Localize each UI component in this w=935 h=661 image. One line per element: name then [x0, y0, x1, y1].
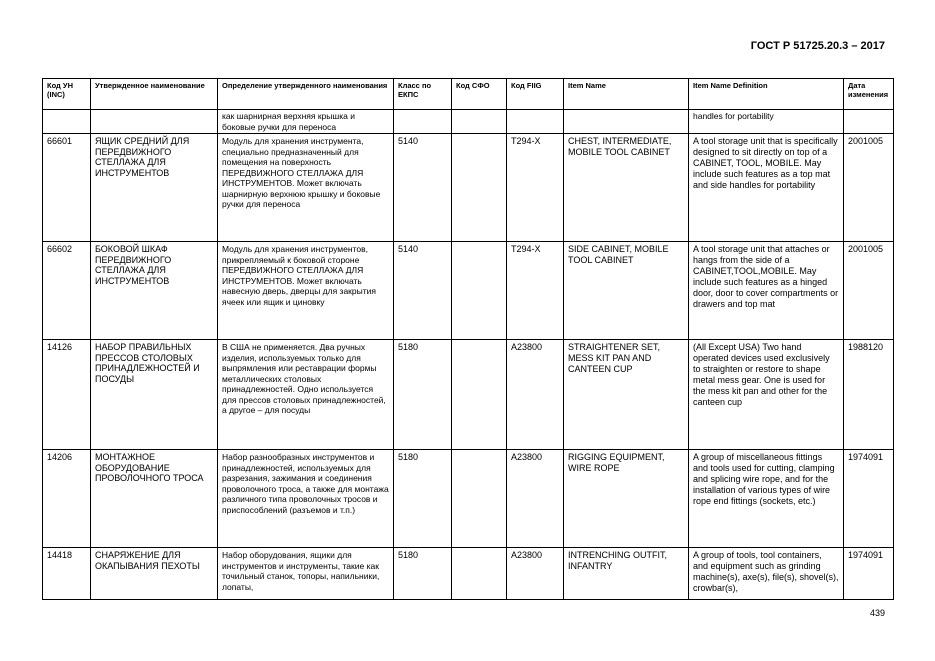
class-cell: 5180 [394, 340, 452, 450]
column-header: Код СФО [452, 79, 507, 110]
item-name-cell: CHEST, INTERMEDIATE, MOBILE TOOL CABINET [564, 134, 689, 242]
continuation-row [43, 110, 894, 134]
column-header: Утвержденное наименование [91, 79, 218, 110]
class-cell: 5140 [394, 134, 452, 242]
item-name-cell: STRAIGHTENER SET, MESS KIT PAN AND CANTEEN CUP [564, 340, 689, 450]
date-cell: 1974091 [844, 548, 894, 600]
item-definition-cell: A group of miscellaneous fittings and tools used for cutting, clamping and splicing wire rope, and for the installation of various types of wire rope end fittings (sockets, etc.) [689, 450, 844, 548]
class-cell: 5180 [394, 548, 452, 600]
document-header: ГОСТ Р 51725.20.3 – 2017 [750, 40, 885, 52]
column-header: Дата изменения [844, 79, 894, 110]
table-cell [394, 110, 452, 134]
column-header: Определение утвержденного наименования [218, 79, 394, 110]
table-cell [507, 110, 564, 134]
table-cell: как шарнирная верхняя крышка и боковые ручки для переноса [218, 110, 394, 134]
item-name-cell: RIGGING EQUIPMENT, WIRE ROPE [564, 450, 689, 548]
fiig-cell: A23800 [507, 340, 564, 450]
class-cell: 5180 [394, 450, 452, 548]
approved-name-cell: ЯЩИК СРЕДНИЙ ДЛЯ ПЕРЕДВИЖНОГО СТЕЛЛАЖА ДЛЯ ИНСТРУМЕНТОВ [91, 134, 218, 242]
fiig-cell: T294-X [507, 134, 564, 242]
approved-name-cell: СНАРЯЖЕНИЕ ДЛЯ ОКАПЫВАНИЯ ПЕХОТЫ [91, 548, 218, 600]
date-cell: 2001005 [844, 242, 894, 340]
table-header-row [43, 79, 894, 110]
date-cell: 2001005 [844, 134, 894, 242]
sfo-cell [452, 548, 507, 600]
inc-cell: 66602 [43, 242, 91, 340]
fiig-cell: A23800 [507, 450, 564, 548]
item-definition-cell: (All Except USA) Two hand operated devices used exclusively to straighten or restore to shape metal mess gear. One is used for the mess kit pan and other for the canteen cup [689, 340, 844, 450]
inc-cell: 14418 [43, 548, 91, 600]
item-name-cell: INTRENCHING OUTFIT, INFANTRY [564, 548, 689, 600]
table-cell [564, 110, 689, 134]
approved-name-cell: НАБОР ПРАВИЛЬНЫХ ПРЕССОВ СТОЛОВЫХ ПРИНАДЛЕЖНОСТЕЙ И ПОСУДЫ [91, 340, 218, 450]
definition-cell: Модуль для хранения инструмента, специально предназначенный для помещения на поверхность ПЕРЕДВИЖНОГО СТЕЛЛАЖА ДЛЯ ИНСТРУМЕНТОВ. Может включать шарнирную верхнюю крышку и боковые ручки для переноса [218, 134, 394, 242]
item-definition-cell: A tool storage unit that is specifically designed to sit directly on top of a CABINET, TOOL, MOBILE. May include such features as a top mat and side handles for portability [689, 134, 844, 242]
table-cell [91, 110, 218, 134]
column-header: Класс по ЕКПС [394, 79, 452, 110]
inc-cell: 14126 [43, 340, 91, 450]
approved-name-cell: БОКОВОЙ ШКАФ ПЕРЕДВИЖНОГО СТЕЛЛАЖА ДЛЯ ИНСТРУМЕНТОВ [91, 242, 218, 340]
table-cell [844, 110, 894, 134]
sfo-cell [452, 134, 507, 242]
column-header: Код УН (INC) [43, 79, 91, 110]
fiig-cell: T294-X [507, 242, 564, 340]
table-cell: handles for portability [689, 110, 844, 134]
definition-cell: Набор разнообразных инструментов и принадлежностей, используемых для разрезания, зажимания и соединения проволочного троса, а также для монтажа различного типа проволочных тросов и приспособлений (разъемов и т.п.) [218, 450, 394, 548]
column-header: Код FIIG [507, 79, 564, 110]
page-number: 439 [869, 608, 885, 618]
item-definition-cell: A group of tools, tool containers, and equipment such as grinding machine(s), axe(s), file(s), shovel(s), crowbar(s), [689, 548, 844, 600]
date-cell: 1974091 [844, 450, 894, 548]
column-header: Item Name [564, 79, 689, 110]
sfo-cell [452, 450, 507, 548]
table-row [43, 340, 894, 450]
inc-cell: 66601 [43, 134, 91, 242]
table-cell [452, 110, 507, 134]
inc-cell: 14206 [43, 450, 91, 548]
definition-cell: Модуль для хранения инструментов, прикрепляемый к боковой стороне ПЕРЕДВИЖНОГО СТЕЛЛАЖА ДЛЯ ИНСТРУМЕНТОВ. Может включать навесную дверь, дверцы для закрытия ячеек или ящик и циновку [218, 242, 394, 340]
nomenclature-table [42, 78, 894, 600]
sfo-cell [452, 340, 507, 450]
fiig-cell: A23800 [507, 548, 564, 600]
table-row [43, 242, 894, 340]
column-header: Item Name Definition [689, 79, 844, 110]
table-row [43, 548, 894, 600]
item-definition-cell: A tool storage unit that attaches or hangs from the side of a CABINET,TOOL,MOBILE. May include such features as a hinged door, door to cover compartments or drawers and top mat [689, 242, 844, 340]
table-cell [43, 110, 91, 134]
table-row [43, 134, 894, 242]
item-name-cell: SIDE CABINET, MOBILE TOOL CABINET [564, 242, 689, 340]
approved-name-cell: МОНТАЖНОЕ ОБОРУДОВАНИЕ ПРОВОЛОЧНОГО ТРОСА [91, 450, 218, 548]
sfo-cell [452, 242, 507, 340]
class-cell: 5140 [394, 242, 452, 340]
definition-cell: В США не применяется. Два ручных изделия, используемых только для выпрямления или реставрации формы металлических столовых принадлежностей. Одно используется для прессов столовых принадлежностей, а другое – для посуды [218, 340, 394, 450]
date-cell: 1988120 [844, 340, 894, 450]
table-row [43, 450, 894, 548]
definition-cell: Набор оборудования, ящики для инструментов и инструменты, такие как точильный станок, топоры, напильники, лопаты, [218, 548, 394, 600]
